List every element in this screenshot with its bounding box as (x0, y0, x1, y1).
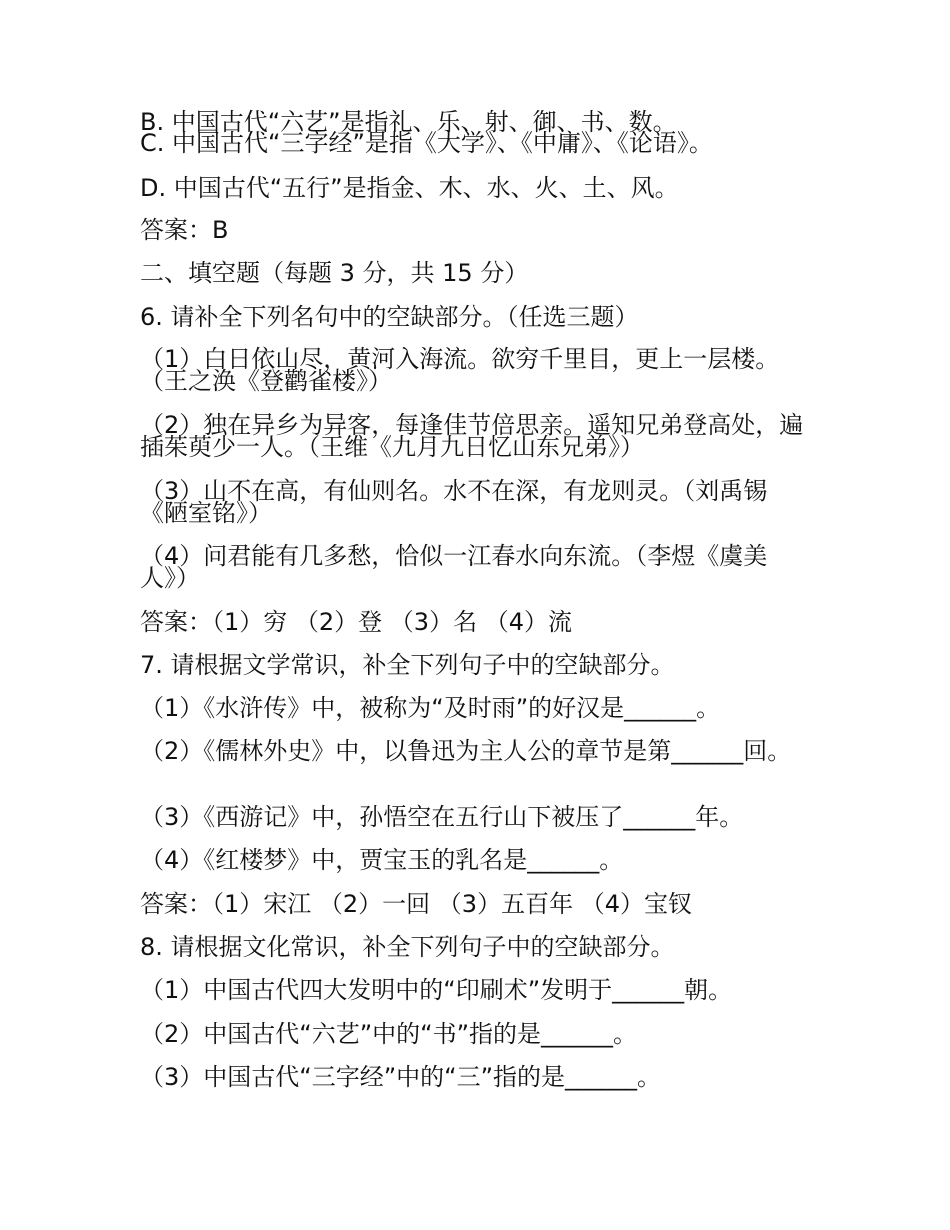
question-8-title: 8. 请根据文化常识，补全下列句子中的空缺部分。 (140, 933, 675, 961)
question-8-item-2: （2）中国古代“六艺”中的“书”指的是______。 (140, 1020, 638, 1048)
answer-7: 答案：（1）宋江 （2）一回 （3）五百年 （4）宝钗 (140, 890, 692, 918)
question-6-item-3: （3）山不在高，有仙则名。水不在深，有龙则灵。（刘禹锡《陋室铭》） (140, 477, 768, 527)
question-7-item-3: （3）《西游记》中，孙悟空在五行山下被压了______年。 (140, 803, 744, 831)
question-8-item-1: （1）中国古代四大发明中的“印刷术”发明于______朝。 (140, 976, 733, 1004)
option-c: C. 中国古代“三字经”是指《大学》、《中庸》、《论语》。 (140, 129, 713, 157)
answer-6: 答案：（1）穷 （2）登 （3）名 （4）流 (140, 608, 572, 636)
answer-5: 答案：B (140, 216, 229, 244)
question-8-item-3: （3）中国古代“三字经”中的“三”指的是______。 (140, 1063, 662, 1091)
question-6-title: 6. 请补全下列名句中的空缺部分。（任选三题） (140, 303, 639, 331)
question-7-item-2: （2）《儒林外史》中，以鲁迅为主人公的章节是第______回。 (140, 737, 792, 765)
question-7-item-4: （4）《红楼梦》中，贾宝玉的乳名是______。 (140, 846, 624, 874)
option-d: D. 中国古代“五行”是指金、木、水、火、土、风。 (140, 174, 679, 202)
question-6-item-4: （4）问君能有几多愁，恰似一江春水向东流。（李煜《虞美人》） (140, 542, 768, 592)
question-6-item-2: （2）独在异乡为异客，每逢佳节倍思亲。遥知兄弟登高处，遍插茱萸少一人。（王维《九月九日忆山东兄弟》） (140, 411, 804, 461)
question-7-item-1: （1）《水浒传》中，被称为“及时雨”的好汉是______。 (140, 694, 721, 722)
option-b: B. 中国古代“六艺”是指礼、乐、射、御、书、数。 (140, 108, 677, 136)
section-heading-fill-in: 二、填空题（每题 3 分，共 15 分） (140, 259, 529, 287)
question-7-title: 7. 请根据文学常识，补全下列句子中的空缺部分。 (140, 651, 675, 679)
question-6-item-1: （1）白日依山尽，黄河入海流。欲穷千里目，更上一层楼。（王之涣《登鹳雀楼》） (140, 345, 780, 395)
